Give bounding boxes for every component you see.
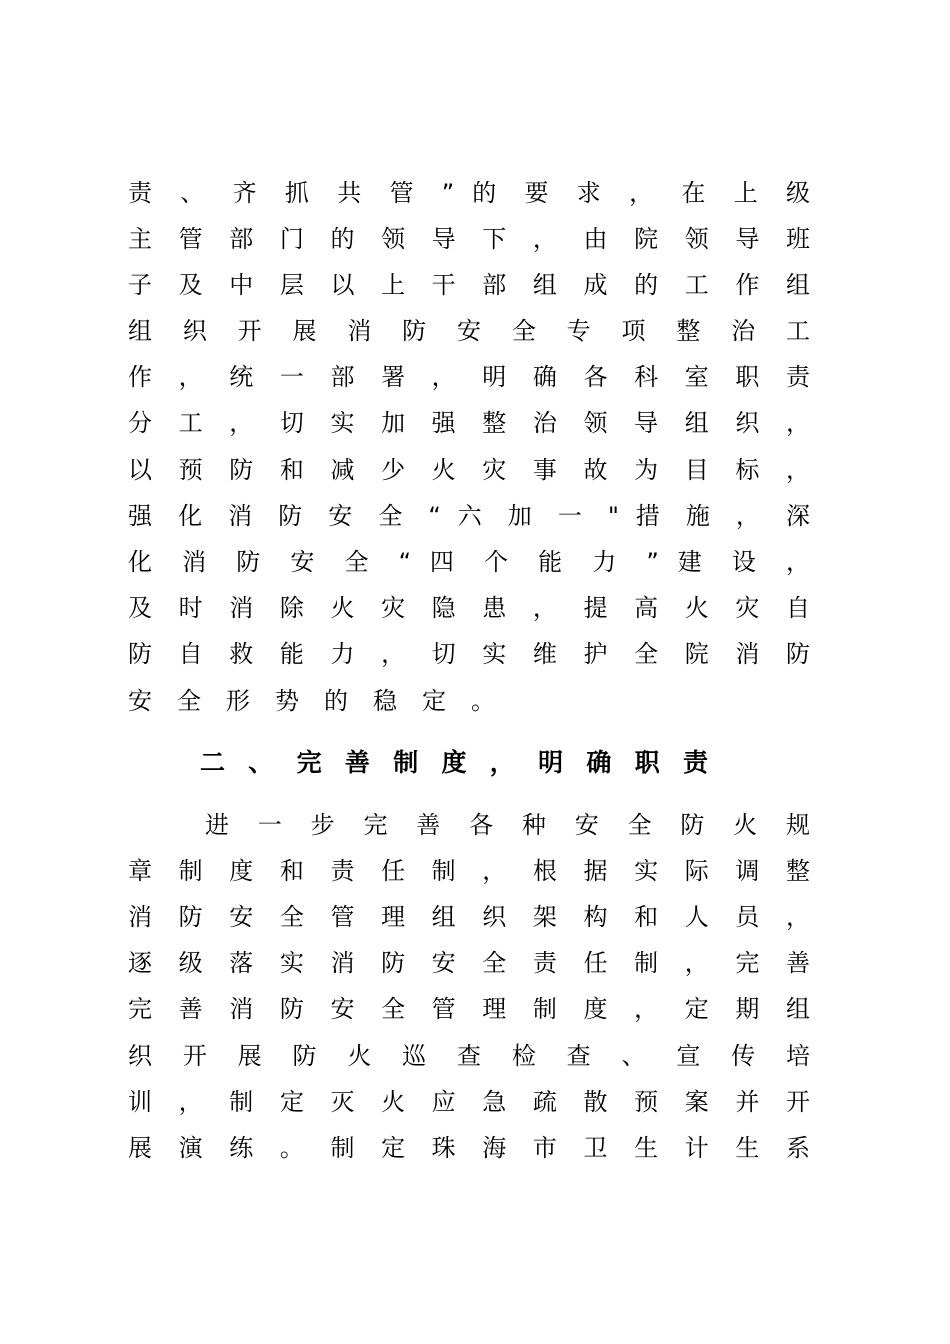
paragraph-line: 作 ， 统 一 部 署 ， 明 确 各 科 室 职 责 xyxy=(128,363,810,391)
paragraph-line: 化 消 防 安 全 “ 四 个 能 力 ” 建 设 ， xyxy=(128,548,810,576)
paragraph-line: 组 织 开 展 消 防 安 全 专 项 整 治 工 xyxy=(128,317,810,345)
paragraph-line: 消 防 安 全 管 理 组 织 架 构 和 人 员 ， xyxy=(128,903,810,931)
paragraph-line: 逐 级 落 实 消 防 安 全 责 任 制 ， 完 善 xyxy=(128,949,810,977)
paragraph-line: 展 演 练 。 制 定 珠 海 市 卫 生 计 生 系 xyxy=(128,1134,810,1162)
paragraph-line: 以 预 防 和 减 少 火 灾 事 故 为 目 标 ， xyxy=(128,456,810,484)
section-heading: 二 、 完 善 制 度 ， 明 确 职 责 xyxy=(200,748,708,777)
paragraph-line: 织 开 展 防 火 巡 查 检 查 、 宣 传 培 xyxy=(128,1042,810,1070)
paragraph-line: 责 、 齐 抓 共 管 ” 的 要 求 ， 在 上 级 xyxy=(128,179,810,207)
paragraph-line: 强 化 消 防 安 全 “ 六 加 一 " 措 施 ， 深 xyxy=(128,502,810,530)
paragraph-line: 防 自 救 能 力 ， 切 实 维 护 全 院 消 防 xyxy=(128,640,810,668)
paragraph-line: 分 工 ， 切 实 加 强 整 治 领 导 组 织 ， xyxy=(128,409,810,437)
paragraph-line: 进 一 步 完 善 各 种 安 全 防 火 规 xyxy=(205,811,810,839)
paragraph-line: 及 时 消 除 火 灾 隐 患 ， 提 高 火 灾 自 xyxy=(128,594,810,622)
paragraph-line: 子 及 中 层 以 上 干 部 组 成 的 工 作 组 xyxy=(128,271,810,299)
paragraph-line: 主 管 部 门 的 领 导 下 ， 由 院 领 导 班 xyxy=(128,225,810,253)
paragraph-line: 训 ， 制 定 灭 火 应 急 疏 散 预 案 并 开 xyxy=(128,1088,810,1116)
paragraph-line: 完 善 消 防 安 全 管 理 制 度 ， 定 期 组 xyxy=(128,995,810,1023)
paragraph-line: 章 制 度 和 责 任 制 ， 根 据 实 际 调 整 xyxy=(128,857,810,885)
paragraph-line: 安全形势的稳定。 xyxy=(128,687,520,715)
